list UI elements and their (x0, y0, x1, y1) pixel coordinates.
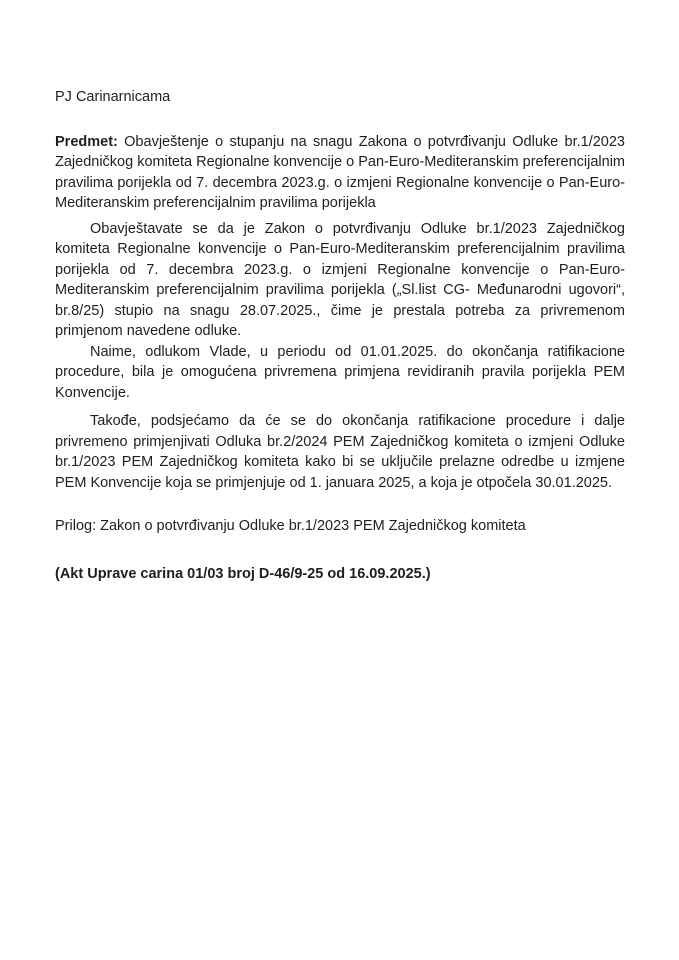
body-paragraph-1: Obavještavate se da je Zakon o potvrđivanju Odluke br.1/2023 Zajedničkog komiteta Regionalne konvencije o Pan-Euro-Mediteranskim preferencijalnim pravilima porijekla od 7. decembra 2023.g. o izmjeni Regionalne konvencije o Pan-Euro-Mediteranskim preferencijalnim pravilima porijekla („Sl.list CG- Međunarodni ugovori“, br.8/25) stupio na snagu 28.07.2025., čime je prestala potreba za privremenom primjenom navedene odluke. (55, 220, 625, 339)
recipient-line: PJ Carinarnicama (55, 89, 171, 105)
source-note-line: (Akt Uprave carina 01/03 broj D-46/9-25 od 16.09.2025.) (55, 565, 431, 582)
attachment-line: Prilog: Zakon o potvrđivanju Odluke br.1/2023 PEM Zajedničkog komiteta (55, 518, 526, 534)
subject-text: Obavještenje o stupanju na snagu Zakona o potvrđivanju Odluke br.1/2023 Zajedničkog komiteta Regionalne konvencije o Pan-Euro-Mediteranskim preferencijalnim pravilima porijekla od 7. decembra 2023.g. o izmjeni Regionalne konvencije o Pan-Euro-Mediteranskim preferencijalnim pravilima porijekla (55, 133, 625, 211)
body-paragraph-2: Naime, odlukom Vlade, u periodu od 01.01.2025. do okončanja ratifikacione procedure, bila je omogućena privremena primjena revidiranih pravila porijekla PEM Konvencije. (55, 343, 625, 401)
subject-label: Predmet: (55, 133, 118, 150)
subject-paragraph (55, 132, 625, 214)
body-paragraph-3: Takođe, podsjećamo da će se do okončanja ratifikacione procedure i dalje privremeno primjenjivati Odluka br.2/2024 PEM Zajedničkog komiteta o izmjeni Odluke br.1/2023 PEM Zajedničkog komiteta kako bi se uključile prelazne odredbe u izmjene PEM Konvencije koja se primjenjuje od 1. januara 2025, a koja je otpočela 30.01.2025. (55, 413, 625, 491)
